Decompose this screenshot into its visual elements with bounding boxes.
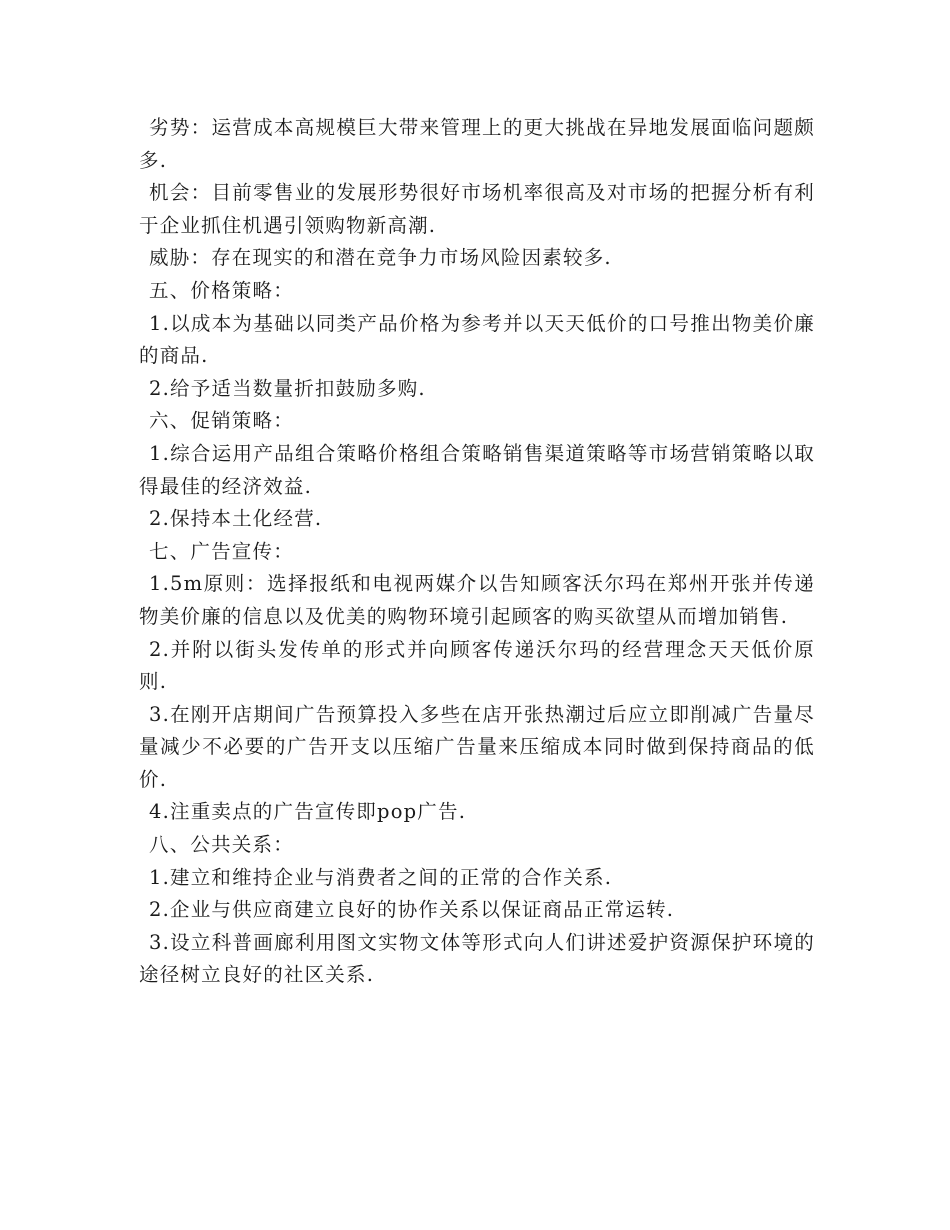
document-body (139, 112, 815, 992)
section-heading-public-relations: 八、公共关系： (149, 833, 294, 857)
section-heading-advertising: 七、广告宣传： (149, 539, 294, 563)
list-item: 1.5m原则：选择报纸和电视两媒介以告知顾客沃尔玛在郑州开张并传递物美价廉的信息以及优美的购物环境引起顾客的购买欲望从而增加销售. (139, 572, 815, 628)
paragraph-threat: 威胁：存在现实的和潜在竞争力市场风险因素较多. (149, 246, 612, 270)
list-item: 3.设立科普画廊利用图文实物文体等形式向人们讲述爱护资源保护环境的途径树立良好的社区关系. (139, 930, 815, 987)
paragraph-weakness: 劣势：运营成本高规模巨大带来管理上的更大挑战在异地发展面临问题颇多. (139, 116, 815, 172)
list-item: 1.综合运用产品组合策略价格组合策略销售渠道策略等市场营销策略以取得最佳的经济效益. (139, 441, 815, 498)
list-item: 2.给予适当数量折扣鼓励多购. (149, 376, 426, 400)
list-item: 2.保持本土化经营. (149, 507, 323, 531)
list-item: 4.注重卖点的广告宣传即pop广告. (149, 800, 467, 824)
list-item: 2.企业与供应商建立良好的协作关系以保证商品正常运转. (149, 898, 675, 922)
section-heading-promotion: 六、促销策略： (149, 409, 294, 433)
list-item: 3.在刚开店期间广告预算投入多些在店开张热潮过后应立即削减广告量尽量减少不必要的广告开支以压缩广告量来压缩成本同时做到保持商品的低价. (139, 702, 815, 791)
list-item: 1.以成本为基础以同类产品价格为参考并以天天低价的口号推出物美价廉的商品. (139, 311, 815, 368)
section-heading-pricing: 五、价格策略： (149, 278, 294, 302)
list-item: 2.并附以街头发传单的形式并向顾客传递沃尔玛的经营理念天天低价原则. (139, 637, 815, 694)
paragraph-opportunity: 机会：目前零售业的发展形势很好市场机率很高及对市场的把握分析有利于企业抓住机遇引领购物新高潮. (139, 181, 815, 237)
list-item: 1.建立和维持企业与消费者之间的正常的合作关系. (149, 865, 613, 889)
